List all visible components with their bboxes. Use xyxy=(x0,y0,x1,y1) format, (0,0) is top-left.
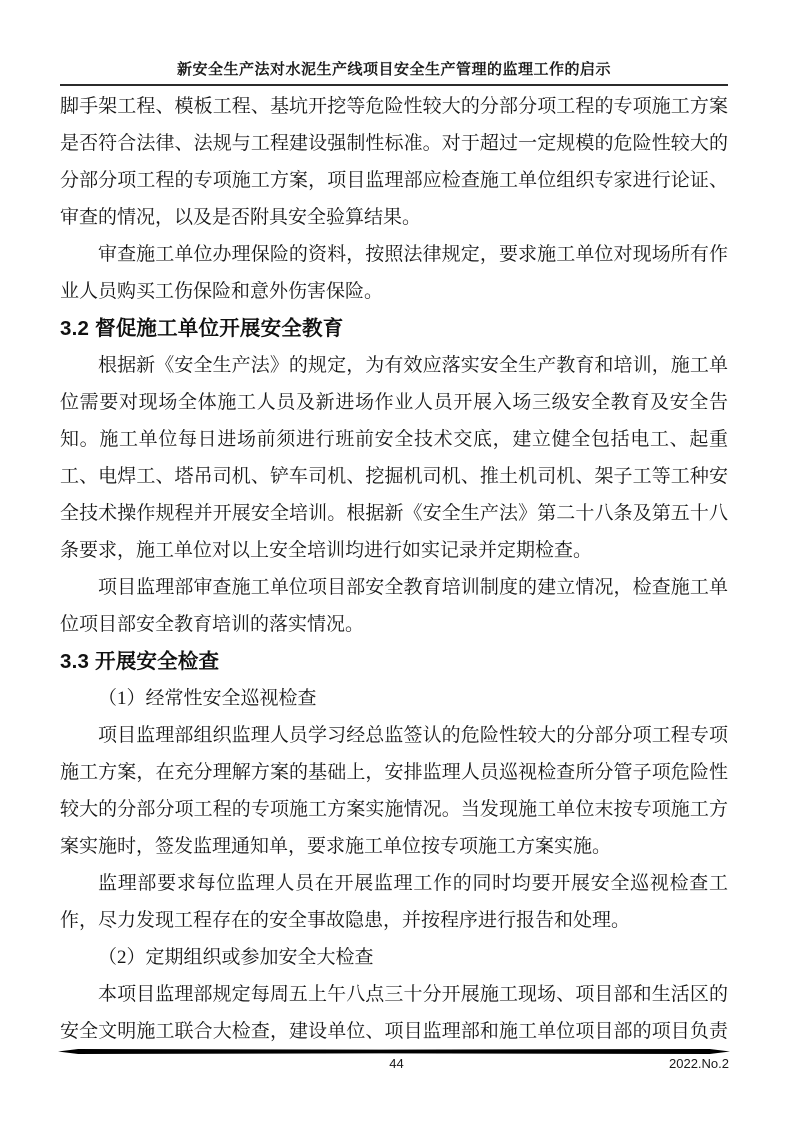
running-head-title: 新安全生产法对水泥生产线项目安全生产管理的监理工作的启示 xyxy=(176,62,611,78)
header-rule xyxy=(60,84,728,86)
section-heading-3-2: 3.2 督促施工单位开展安全教育 xyxy=(60,317,344,340)
footer-rule xyxy=(58,1049,730,1054)
section-heading-3-3: 3.3 开展安全检查 xyxy=(60,650,220,673)
paragraph: 根据新《安全生产法》的规定，为有效应落实安全生产教育和培训，施工单位需要对现场全体施工人员及新进场作业人员开展入场三级安全教育及安全告知。施工单位每日进场前须进行班前安全技术交底，建立健全包括电工、起重工、电焊工、塔吊司机、铲车司机、挖掘机司机、推土机司机、架子工等工种安全技术操作规程并开展安全培训。根据新《安全生产法》第二十八条及第五十八条要求，施工单位对以上安全培训均进行如实记录并定期检查。 xyxy=(60,355,728,561)
page-number: 44 xyxy=(389,1056,404,1071)
list-item-2: （2）定期组织或参加安全大检查 xyxy=(98,947,374,968)
issue-label: 2022.No.2 xyxy=(669,1056,729,1071)
paragraph: 项目监理部审查施工单位项目部安全教育培训制度的建立情况，检查施工单位项目部安全教育培训的落实情况。 xyxy=(60,577,728,635)
page-header xyxy=(60,58,728,86)
paragraph-continuation: 脚手架工程、模板工程、基坑开挖等危险性较大的分部分项工程的专项施工方案是否符合法律、法规与工程建设强制性标准。对于超过一定规模的危险性较大的分部分项工程的专项施工方案，项目监理部应检查施工单位组织专家进行论证、审查的情况，以及是否附具安全验算结果。 xyxy=(60,96,728,228)
paragraph-cut-off: 本项目监理部规定每周五上午八点三十分开展施工现场、项目部和生活区的安全文明施工联合大检查，建设单位、项目监理部和施工单位项目部的项目负责 xyxy=(60,984,728,1042)
document-body xyxy=(60,88,728,1050)
paragraph: 审查施工单位办理保险的资料，按照法律规定，要求施工单位对现场所有作业人员购买工伤保险和意外伤害保险。 xyxy=(60,244,728,302)
paragraph: 监理部要求每位监理人员在开展监理工作的同时均要开展安全巡视检查工作，尽力发现工程存在的安全事故隐患，并按程序进行报告和处理。 xyxy=(60,873,728,931)
paragraph: 项目监理部组织监理人员学习经总监签认的危险性较大的分部分项工程专项施工方案，在充分理解方案的基础上，安排监理人员巡视检查所分管子项危险性较大的分部分项工程的专项施工方案实施情况。当发现施工单位末按专项施工方案实施时，签发监理通知单，要求施工单位按专项施工方案实施。 xyxy=(60,725,728,857)
list-item-1: （1）经常性安全巡视检查 xyxy=(98,688,317,709)
page-footer xyxy=(0,1056,793,1078)
